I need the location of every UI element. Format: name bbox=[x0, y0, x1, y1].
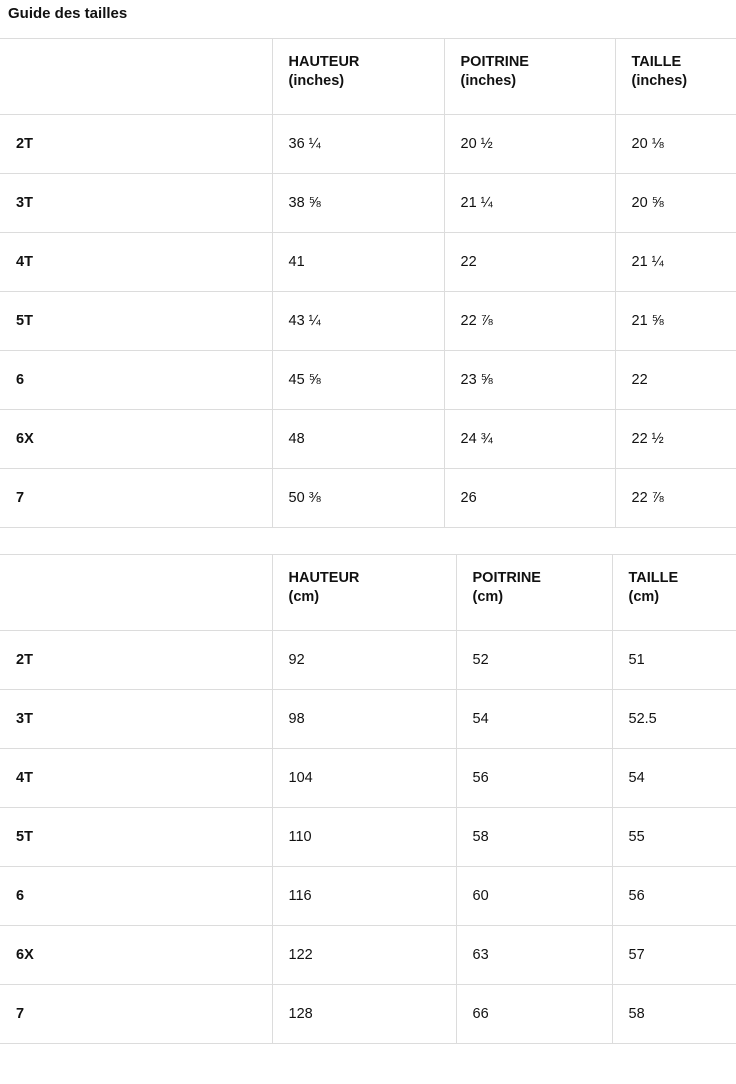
table-separator bbox=[0, 528, 736, 540]
table-row bbox=[0, 985, 736, 1044]
row-label: 5T bbox=[0, 808, 272, 867]
header-cell-waist bbox=[612, 555, 736, 631]
header-label: TAILLE bbox=[628, 570, 679, 586]
cell-chest: 54 bbox=[456, 690, 612, 749]
table-row bbox=[0, 808, 736, 867]
table-body-cm bbox=[0, 631, 736, 1044]
cell-height: 104 bbox=[272, 749, 456, 808]
header-unit: (inches) bbox=[460, 73, 517, 89]
cell-height: 128 bbox=[272, 985, 456, 1044]
row-label: 4T bbox=[0, 233, 272, 292]
row-label: 6X bbox=[0, 410, 272, 469]
table-row bbox=[0, 867, 736, 926]
row-label: 5T bbox=[0, 292, 272, 351]
cell-height: 38 ⅝ bbox=[272, 174, 444, 233]
cell-waist: 21 ¼ bbox=[615, 233, 736, 292]
cell-height: 48 bbox=[272, 410, 444, 469]
table-header-cm bbox=[0, 555, 736, 631]
size-table-cm bbox=[0, 554, 736, 1044]
cell-chest: 23 ⅝ bbox=[444, 351, 615, 410]
header-cell-chest bbox=[456, 555, 612, 631]
table-row bbox=[0, 410, 736, 469]
cell-chest: 22 ⅞ bbox=[444, 292, 615, 351]
size-table-inches bbox=[0, 38, 736, 528]
cell-waist: 56 bbox=[612, 867, 736, 926]
cell-height: 36 ¼ bbox=[272, 115, 444, 174]
header-cell-height bbox=[272, 555, 456, 631]
row-label: 3T bbox=[0, 690, 272, 749]
table-row bbox=[0, 115, 736, 174]
table-row bbox=[0, 631, 736, 690]
table-row bbox=[0, 469, 736, 528]
row-label: 6 bbox=[0, 867, 272, 926]
table-body-inches bbox=[0, 115, 736, 528]
cell-height: 98 bbox=[272, 690, 456, 749]
row-label: 6 bbox=[0, 351, 272, 410]
cell-waist: 22 bbox=[615, 351, 736, 410]
cell-chest: 58 bbox=[456, 808, 612, 867]
row-label: 2T bbox=[0, 115, 272, 174]
cell-chest: 60 bbox=[456, 867, 612, 926]
header-label: HAUTEUR bbox=[288, 54, 360, 70]
cell-waist: 57 bbox=[612, 926, 736, 985]
cell-waist: 20 ⅛ bbox=[615, 115, 736, 174]
cell-chest: 56 bbox=[456, 749, 612, 808]
table-row bbox=[0, 292, 736, 351]
cell-chest: 21 ¼ bbox=[444, 174, 615, 233]
header-unit: (cm) bbox=[628, 589, 660, 605]
header-label: POITRINE bbox=[460, 54, 529, 70]
cell-height: 110 bbox=[272, 808, 456, 867]
table-header-inches bbox=[0, 39, 736, 115]
header-cell-corner bbox=[0, 555, 272, 631]
header-cell-corner bbox=[0, 39, 272, 115]
cell-chest: 52 bbox=[456, 631, 612, 690]
table-row bbox=[0, 174, 736, 233]
size-guide-page bbox=[0, 4, 736, 1044]
cell-chest: 63 bbox=[456, 926, 612, 985]
header-label: TAILLE bbox=[631, 54, 682, 70]
cell-waist: 55 bbox=[612, 808, 736, 867]
cell-height: 122 bbox=[272, 926, 456, 985]
row-label: 7 bbox=[0, 985, 272, 1044]
header-label: HAUTEUR bbox=[288, 570, 360, 586]
cell-waist: 54 bbox=[612, 749, 736, 808]
cell-height: 43 ¼ bbox=[272, 292, 444, 351]
table-row bbox=[0, 233, 736, 292]
cell-chest: 66 bbox=[456, 985, 612, 1044]
cell-height: 45 ⅝ bbox=[272, 351, 444, 410]
row-label: 6X bbox=[0, 926, 272, 985]
header-unit: (inches) bbox=[288, 73, 345, 89]
cell-chest: 24 ¾ bbox=[444, 410, 615, 469]
row-label: 2T bbox=[0, 631, 272, 690]
cell-waist: 20 ⅝ bbox=[615, 174, 736, 233]
table-row bbox=[0, 749, 736, 808]
cell-waist: 22 ½ bbox=[615, 410, 736, 469]
cell-waist: 52.5 bbox=[612, 690, 736, 749]
cell-waist: 22 ⅞ bbox=[615, 469, 736, 528]
table-header-row bbox=[0, 39, 736, 115]
cell-chest: 22 bbox=[444, 233, 615, 292]
cell-waist: 51 bbox=[612, 631, 736, 690]
cell-waist: 58 bbox=[612, 985, 736, 1044]
page-title: Guide des tailles bbox=[8, 5, 128, 22]
cell-height: 50 ⅜ bbox=[272, 469, 444, 528]
cell-waist: 21 ⅝ bbox=[615, 292, 736, 351]
header-unit: (inches) bbox=[631, 73, 688, 89]
row-label: 7 bbox=[0, 469, 272, 528]
row-label: 4T bbox=[0, 749, 272, 808]
header-unit: (cm) bbox=[288, 589, 320, 605]
header-cell-height bbox=[272, 39, 444, 115]
header-label: POITRINE bbox=[472, 570, 541, 586]
table-row bbox=[0, 926, 736, 985]
table-header-row bbox=[0, 555, 736, 631]
cell-height: 92 bbox=[272, 631, 456, 690]
header-cell-chest bbox=[444, 39, 615, 115]
cell-height: 41 bbox=[272, 233, 444, 292]
header-unit: (cm) bbox=[472, 589, 504, 605]
cell-height: 116 bbox=[272, 867, 456, 926]
cell-chest: 26 bbox=[444, 469, 615, 528]
cell-chest: 20 ½ bbox=[444, 115, 615, 174]
table-row bbox=[0, 690, 736, 749]
header-cell-waist bbox=[615, 39, 736, 115]
row-label: 3T bbox=[0, 174, 272, 233]
table-row bbox=[0, 351, 736, 410]
